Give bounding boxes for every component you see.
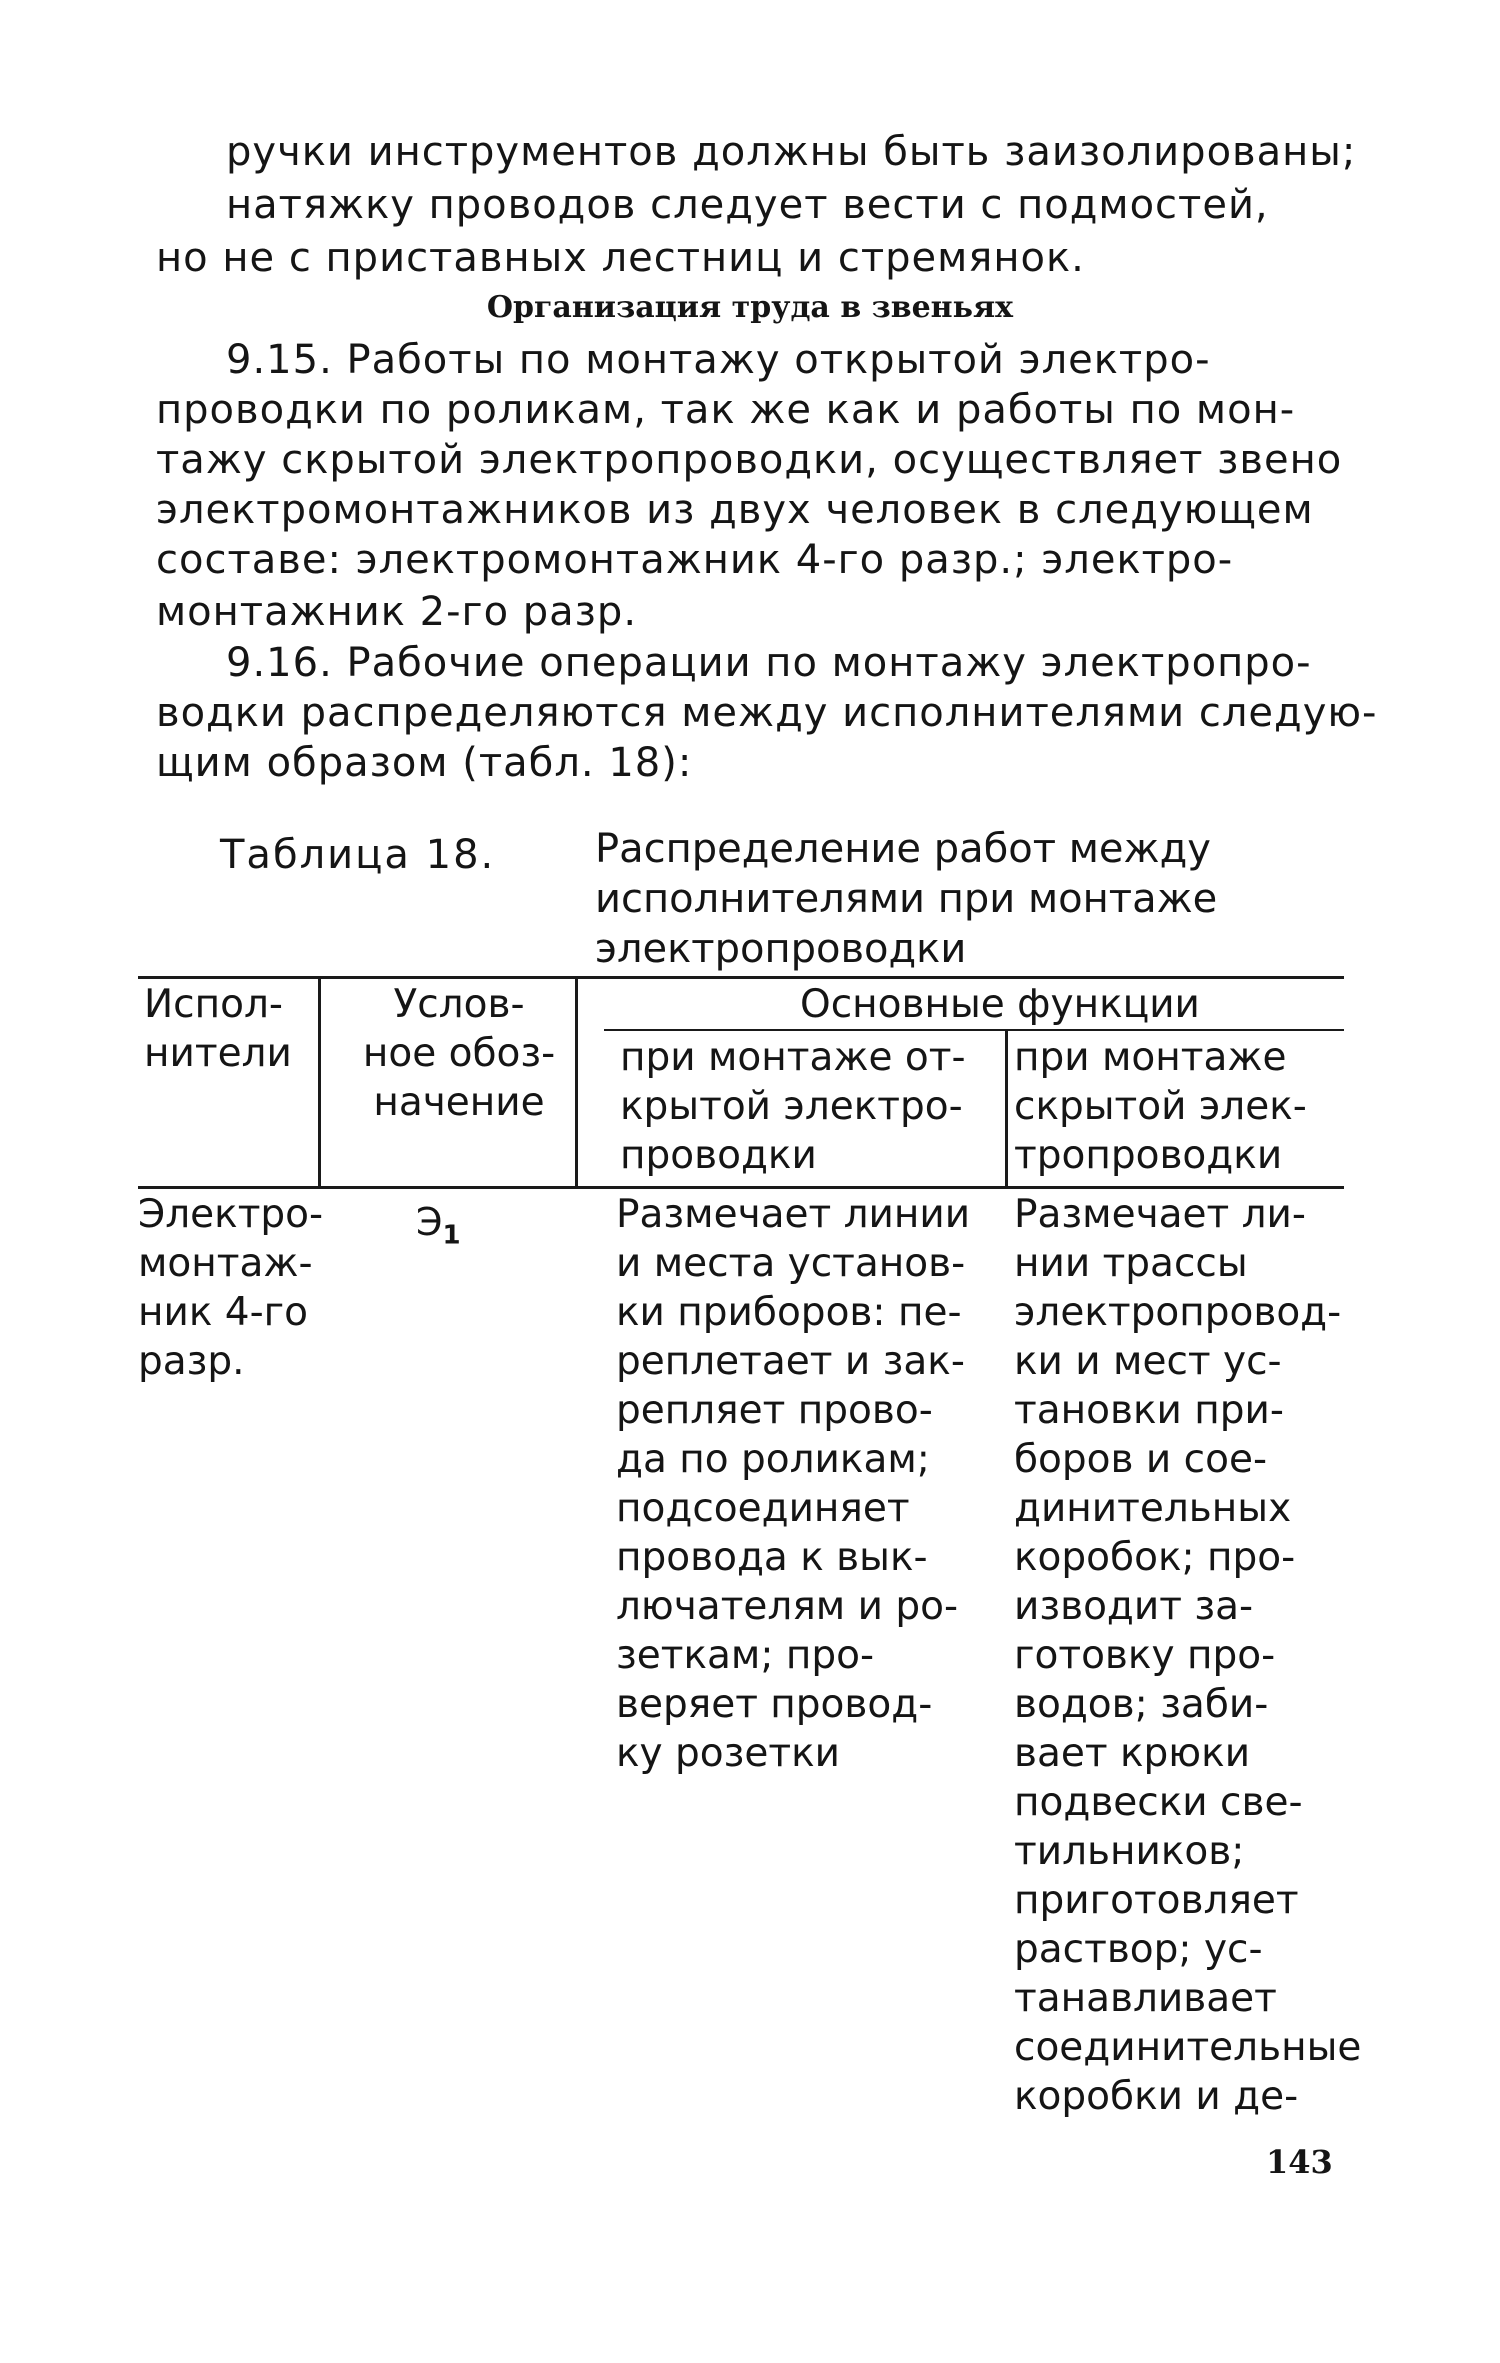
table-label: Таблица 18. — [220, 832, 496, 878]
para-916-line-3: щим образом (табл. 18): — [156, 740, 693, 786]
row-performer-line-1: Электро- — [138, 1192, 324, 1237]
table-caption-line-3: электропроводки — [595, 926, 967, 972]
intro-line-3: но не с приставных лестниц и стремянок. — [156, 235, 1085, 281]
header-code — [344, 980, 574, 1127]
para-915-line-1: 9.15. Работы по монтажу открытой электро- — [226, 337, 1211, 383]
header-open-line-3: проводки — [620, 1133, 817, 1178]
para-915-line-6: монтажник 2-го разр. — [156, 589, 638, 635]
row-code-letter: Э — [416, 1200, 443, 1244]
row-hidden-line-12: вает крюки — [1014, 1731, 1251, 1776]
row-performer — [138, 1190, 323, 1386]
column-divider-2 — [575, 976, 578, 1187]
row-hidden-line-2: нии трассы — [1014, 1241, 1248, 1286]
row-hidden-line-16: раствор; ус- — [1014, 1927, 1263, 1972]
intro-line-2: натяжку проводов следует вести с подмостей, — [226, 182, 1269, 228]
header-performers-line-2: нители — [144, 1031, 292, 1076]
page-number: 143 — [1266, 2143, 1333, 2181]
para-915-line-5: составе: электромонтажник 4-го разр.; электро- — [156, 537, 1234, 583]
row-open-line-9: лючателям и ро- — [616, 1584, 959, 1629]
row-open-line-5: репляет прово- — [616, 1388, 933, 1433]
section-heading: Организация труда в звеньях — [486, 290, 1014, 325]
header-main-functions: Основные функции — [800, 982, 1200, 1027]
row-hidden-line-17: танавливает — [1014, 1976, 1277, 2021]
row-open-wiring — [616, 1190, 970, 1778]
row-open-line-6: да по роликам; — [616, 1437, 930, 1482]
column-divider-3 — [1005, 1031, 1008, 1187]
row-hidden-line-15: приготовляет — [1014, 1878, 1299, 1923]
header-hidden-line-2: скрытой элек- — [1014, 1084, 1307, 1129]
row-hidden-line-11: водов; заби- — [1014, 1682, 1269, 1727]
row-hidden-line-18: соединительные — [1014, 2025, 1362, 2070]
intro-line-1: ручки инструментов должны быть заизолированы; — [226, 129, 1357, 175]
header-hidden-wiring — [1014, 1033, 1307, 1180]
row-open-line-4: реплетает и зак- — [616, 1339, 965, 1384]
row-hidden-line-6: боров и сое- — [1014, 1437, 1268, 1482]
para-915-line-2: проводки по роликам, так же как и работы по мон- — [156, 387, 1296, 433]
para-915-line-3: тажу скрытой электропроводки, осуществляет звено — [156, 437, 1343, 483]
row-open-line-7: подсоединяет — [616, 1486, 910, 1531]
row-hidden-line-13: подвески све- — [1014, 1780, 1303, 1825]
header-code-line-3: начение — [373, 1080, 545, 1125]
header-performers — [144, 980, 292, 1078]
table-caption-line-2: исполнителями при монтаже — [595, 876, 1218, 922]
header-open-line-1: при монтаже от- — [620, 1035, 966, 1080]
row-hidden-line-10: готовку про- — [1014, 1633, 1276, 1678]
row-performer-line-3: ник 4-го — [138, 1290, 309, 1335]
row-hidden-line-1: Размечает ли- — [1014, 1192, 1306, 1237]
header-hidden-line-1: при монтаже — [1014, 1035, 1287, 1080]
row-hidden-line-8: коробок; про- — [1014, 1535, 1296, 1580]
table-caption — [595, 824, 1217, 974]
table-caption-line-1: Распределение работ между — [595, 826, 1211, 872]
row-hidden-line-7: динительных — [1014, 1486, 1292, 1531]
row-hidden-line-5: тановки при- — [1014, 1388, 1284, 1433]
para-915-line-4: электромонтажников из двух человек в следующем — [156, 487, 1314, 533]
row-hidden-line-14: тильников; — [1014, 1829, 1245, 1874]
row-performer-line-4: разр. — [138, 1339, 245, 1384]
row-hidden-line-9: изводит за- — [1014, 1584, 1254, 1629]
row-hidden-line-4: ки и мест ус- — [1014, 1339, 1282, 1384]
row-performer-line-2: монтаж- — [138, 1241, 313, 1286]
row-open-line-12: ку розетки — [616, 1731, 841, 1776]
row-open-line-10: зеткам; про- — [616, 1633, 875, 1678]
row-code — [416, 1200, 461, 1251]
row-open-line-3: ки приборов: пе- — [616, 1290, 962, 1335]
header-code-line-1: Услов- — [393, 982, 525, 1027]
header-open-line-2: крытой электро- — [620, 1084, 963, 1129]
header-code-line-2: ное обоз- — [362, 1031, 556, 1076]
header-performers-line-1: Испол- — [144, 982, 283, 1027]
row-hidden-wiring — [1014, 1190, 1361, 2121]
column-divider-1 — [318, 976, 321, 1187]
para-916-line-2: водки распределяются между исполнителями следую- — [156, 690, 1378, 736]
row-open-line-1: Размечает линии — [616, 1192, 971, 1237]
row-hidden-line-3: электропровод- — [1014, 1290, 1342, 1335]
row-open-line-8: провода к вык- — [616, 1535, 928, 1580]
functions-underline — [604, 1029, 1344, 1031]
row-hidden-line-19: коробки и де- — [1014, 2074, 1299, 2119]
header-hidden-line-3: тропроводки — [1014, 1133, 1283, 1178]
row-open-line-2: и места установ- — [616, 1241, 966, 1286]
header-open-wiring — [620, 1033, 966, 1180]
row-code-index: 1 — [442, 1220, 461, 1251]
row-open-line-11: веряет провод- — [616, 1682, 933, 1727]
para-916-line-1: 9.16. Рабочие операции по монтажу электропро- — [226, 640, 1312, 686]
